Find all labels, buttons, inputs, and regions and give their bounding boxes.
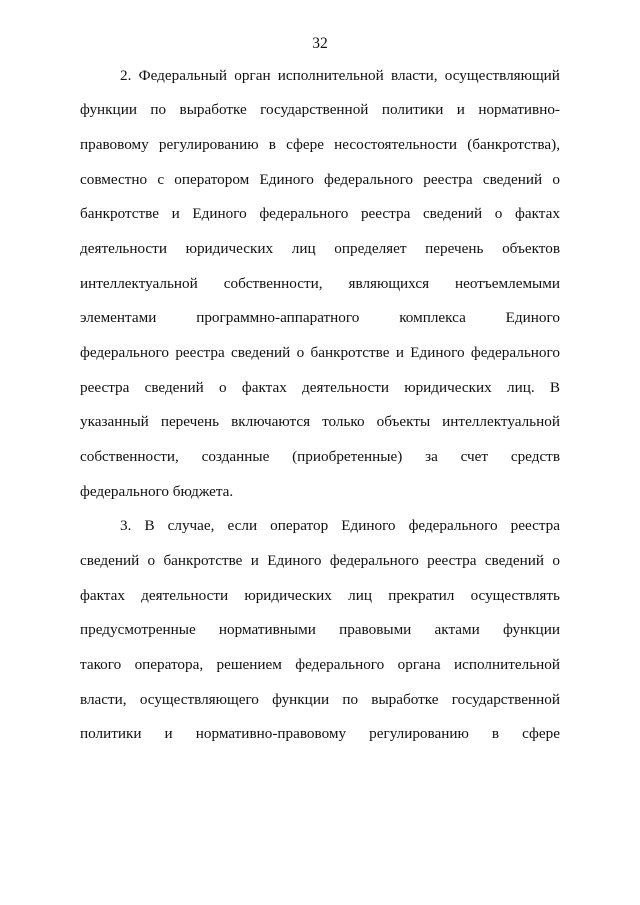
- word: актами: [434, 621, 480, 638]
- word: федерального: [324, 171, 414, 188]
- word: политики: [381, 101, 444, 118]
- word: перечень: [425, 240, 484, 257]
- word: Федеральный: [138, 67, 228, 84]
- text-line: [80, 620, 560, 640]
- text-line: [80, 170, 560, 190]
- word: банкротстве: [80, 205, 159, 222]
- word: власти,: [390, 67, 438, 84]
- text-line: [80, 412, 560, 432]
- text-line: [80, 239, 560, 259]
- word: о: [219, 379, 227, 396]
- word: решением: [216, 656, 282, 673]
- text-line: [80, 343, 560, 363]
- word: являющихся: [348, 275, 430, 292]
- word: оператором: [174, 171, 250, 188]
- word: юридических: [244, 587, 332, 604]
- word: банкротстве: [310, 344, 390, 361]
- word: 3.: [120, 517, 132, 534]
- word: политики: [80, 725, 142, 742]
- word: неотъемлемыми: [455, 275, 560, 292]
- word: федерального: [295, 656, 385, 673]
- word: органа: [397, 656, 441, 673]
- word: юридических: [185, 240, 274, 257]
- word: фактах: [241, 379, 287, 396]
- word: федерального: [329, 552, 419, 569]
- text-line: [120, 516, 560, 536]
- word: лиц: [348, 587, 372, 604]
- word: функции: [272, 691, 330, 708]
- word: нормативными: [218, 621, 316, 638]
- text-line: [120, 66, 560, 86]
- word: несостоятельности: [334, 136, 458, 153]
- word: 2.: [120, 67, 132, 84]
- word: деятельности: [80, 240, 167, 257]
- word: реестра: [423, 171, 473, 188]
- word: сведений: [484, 552, 545, 569]
- word: фактах: [80, 587, 125, 604]
- word: реестра: [80, 379, 130, 396]
- text-line: [80, 551, 560, 571]
- word: деятельности: [302, 379, 389, 396]
- word: о: [147, 552, 156, 569]
- text-line: [80, 274, 560, 294]
- word: федерального: [408, 517, 498, 534]
- word: за: [425, 448, 438, 465]
- word: регулированию: [369, 725, 469, 742]
- word: и: [171, 205, 180, 222]
- word: правовому: [80, 136, 149, 153]
- word: средств: [510, 448, 560, 465]
- word: осуществляющий: [444, 67, 560, 84]
- word: сведений: [80, 552, 140, 569]
- word: сфере: [522, 725, 560, 742]
- word: реестра: [360, 205, 411, 222]
- word: сведений: [422, 205, 483, 222]
- word: деятельности: [141, 587, 229, 604]
- word: прекратил: [388, 587, 455, 604]
- word: сфере: [286, 136, 324, 153]
- word: функции: [503, 621, 560, 638]
- word: и: [250, 552, 259, 569]
- word: созданные: [201, 448, 270, 465]
- word: правовыми: [339, 621, 412, 638]
- word: осуществлять: [470, 587, 560, 604]
- text-line: [80, 724, 560, 744]
- word: с: [157, 171, 165, 188]
- word: власти,: [80, 691, 127, 708]
- word: интеллектуальной: [80, 275, 198, 292]
- word: федерального: [80, 344, 169, 361]
- word: лиц: [291, 240, 316, 257]
- word: осуществляющего: [139, 691, 259, 708]
- word: счет: [460, 448, 489, 465]
- word: о: [552, 552, 560, 569]
- word: государственной: [451, 691, 560, 708]
- word: и: [164, 725, 173, 742]
- word: включаются: [231, 413, 311, 430]
- word: сведений: [144, 379, 204, 396]
- word: элементами: [80, 309, 157, 326]
- word: о: [494, 205, 503, 222]
- text-line: [80, 690, 560, 710]
- word: комплекса: [399, 309, 466, 326]
- word: (приобретенные): [292, 448, 403, 465]
- word: функции: [80, 101, 137, 118]
- word: сведений: [231, 344, 291, 361]
- text-line: [80, 135, 560, 155]
- text-line: [80, 586, 560, 606]
- word: реестра: [427, 552, 477, 569]
- text-line: федерального бюджета.: [80, 483, 234, 500]
- word: выработке: [371, 691, 439, 708]
- word: если: [227, 517, 258, 534]
- word: реестра: [510, 517, 560, 534]
- text-line: [80, 378, 560, 398]
- word: в: [268, 136, 276, 153]
- word: нормативно-правовому: [195, 725, 347, 742]
- word: Единого: [267, 552, 322, 569]
- word: только: [322, 413, 365, 430]
- text-line: [80, 204, 560, 224]
- word: и: [456, 101, 465, 118]
- word: такого: [80, 656, 122, 673]
- word: по: [342, 691, 359, 708]
- word: определяет: [334, 240, 407, 257]
- word: объекты: [376, 413, 431, 430]
- word: оператор: [270, 517, 329, 534]
- word: выработке: [179, 101, 247, 118]
- word: сведений: [482, 171, 543, 188]
- word: исполнительной: [454, 656, 560, 673]
- word: собственности,: [80, 448, 179, 465]
- word: в: [491, 725, 500, 742]
- word: по: [150, 101, 167, 118]
- word: о: [552, 171, 560, 188]
- word: Единого: [341, 517, 396, 534]
- word: указанный: [80, 413, 149, 430]
- word: федерального: [259, 205, 349, 222]
- word: В: [144, 517, 155, 534]
- word: программно-аппаратного: [196, 309, 360, 326]
- word: перечень: [160, 413, 220, 430]
- word: собственности,: [223, 275, 323, 292]
- page-number: 32: [312, 35, 328, 52]
- word: лиц.: [506, 379, 535, 396]
- word: случае,: [167, 517, 215, 534]
- word: орган: [234, 67, 271, 84]
- word: фактах: [515, 205, 560, 222]
- word: Единого: [259, 171, 314, 188]
- word: юридических: [404, 379, 492, 396]
- text-line: [80, 308, 560, 328]
- word: исполнительной: [277, 67, 384, 84]
- word: и: [395, 344, 404, 361]
- word: о: [296, 344, 305, 361]
- word: федерального: [470, 344, 560, 361]
- word: оператора,: [134, 656, 204, 673]
- word: В: [549, 379, 560, 396]
- word: (банкротства),: [467, 136, 560, 153]
- text-line: [80, 100, 560, 120]
- word: государственной: [260, 101, 369, 118]
- word: объектов: [502, 240, 560, 257]
- text-line: [80, 447, 560, 467]
- text-line: [80, 655, 560, 675]
- word: реестра: [175, 344, 225, 361]
- word: банкротстве: [163, 552, 243, 569]
- word: интеллектуальной: [442, 413, 560, 430]
- word: Единого: [505, 309, 560, 326]
- word: регулированию: [158, 136, 259, 153]
- word: совместно: [80, 171, 148, 188]
- word: Единого: [410, 344, 465, 361]
- word: Единого: [192, 205, 247, 222]
- word: нормативно-: [478, 101, 560, 118]
- word: предусмотренные: [80, 621, 196, 638]
